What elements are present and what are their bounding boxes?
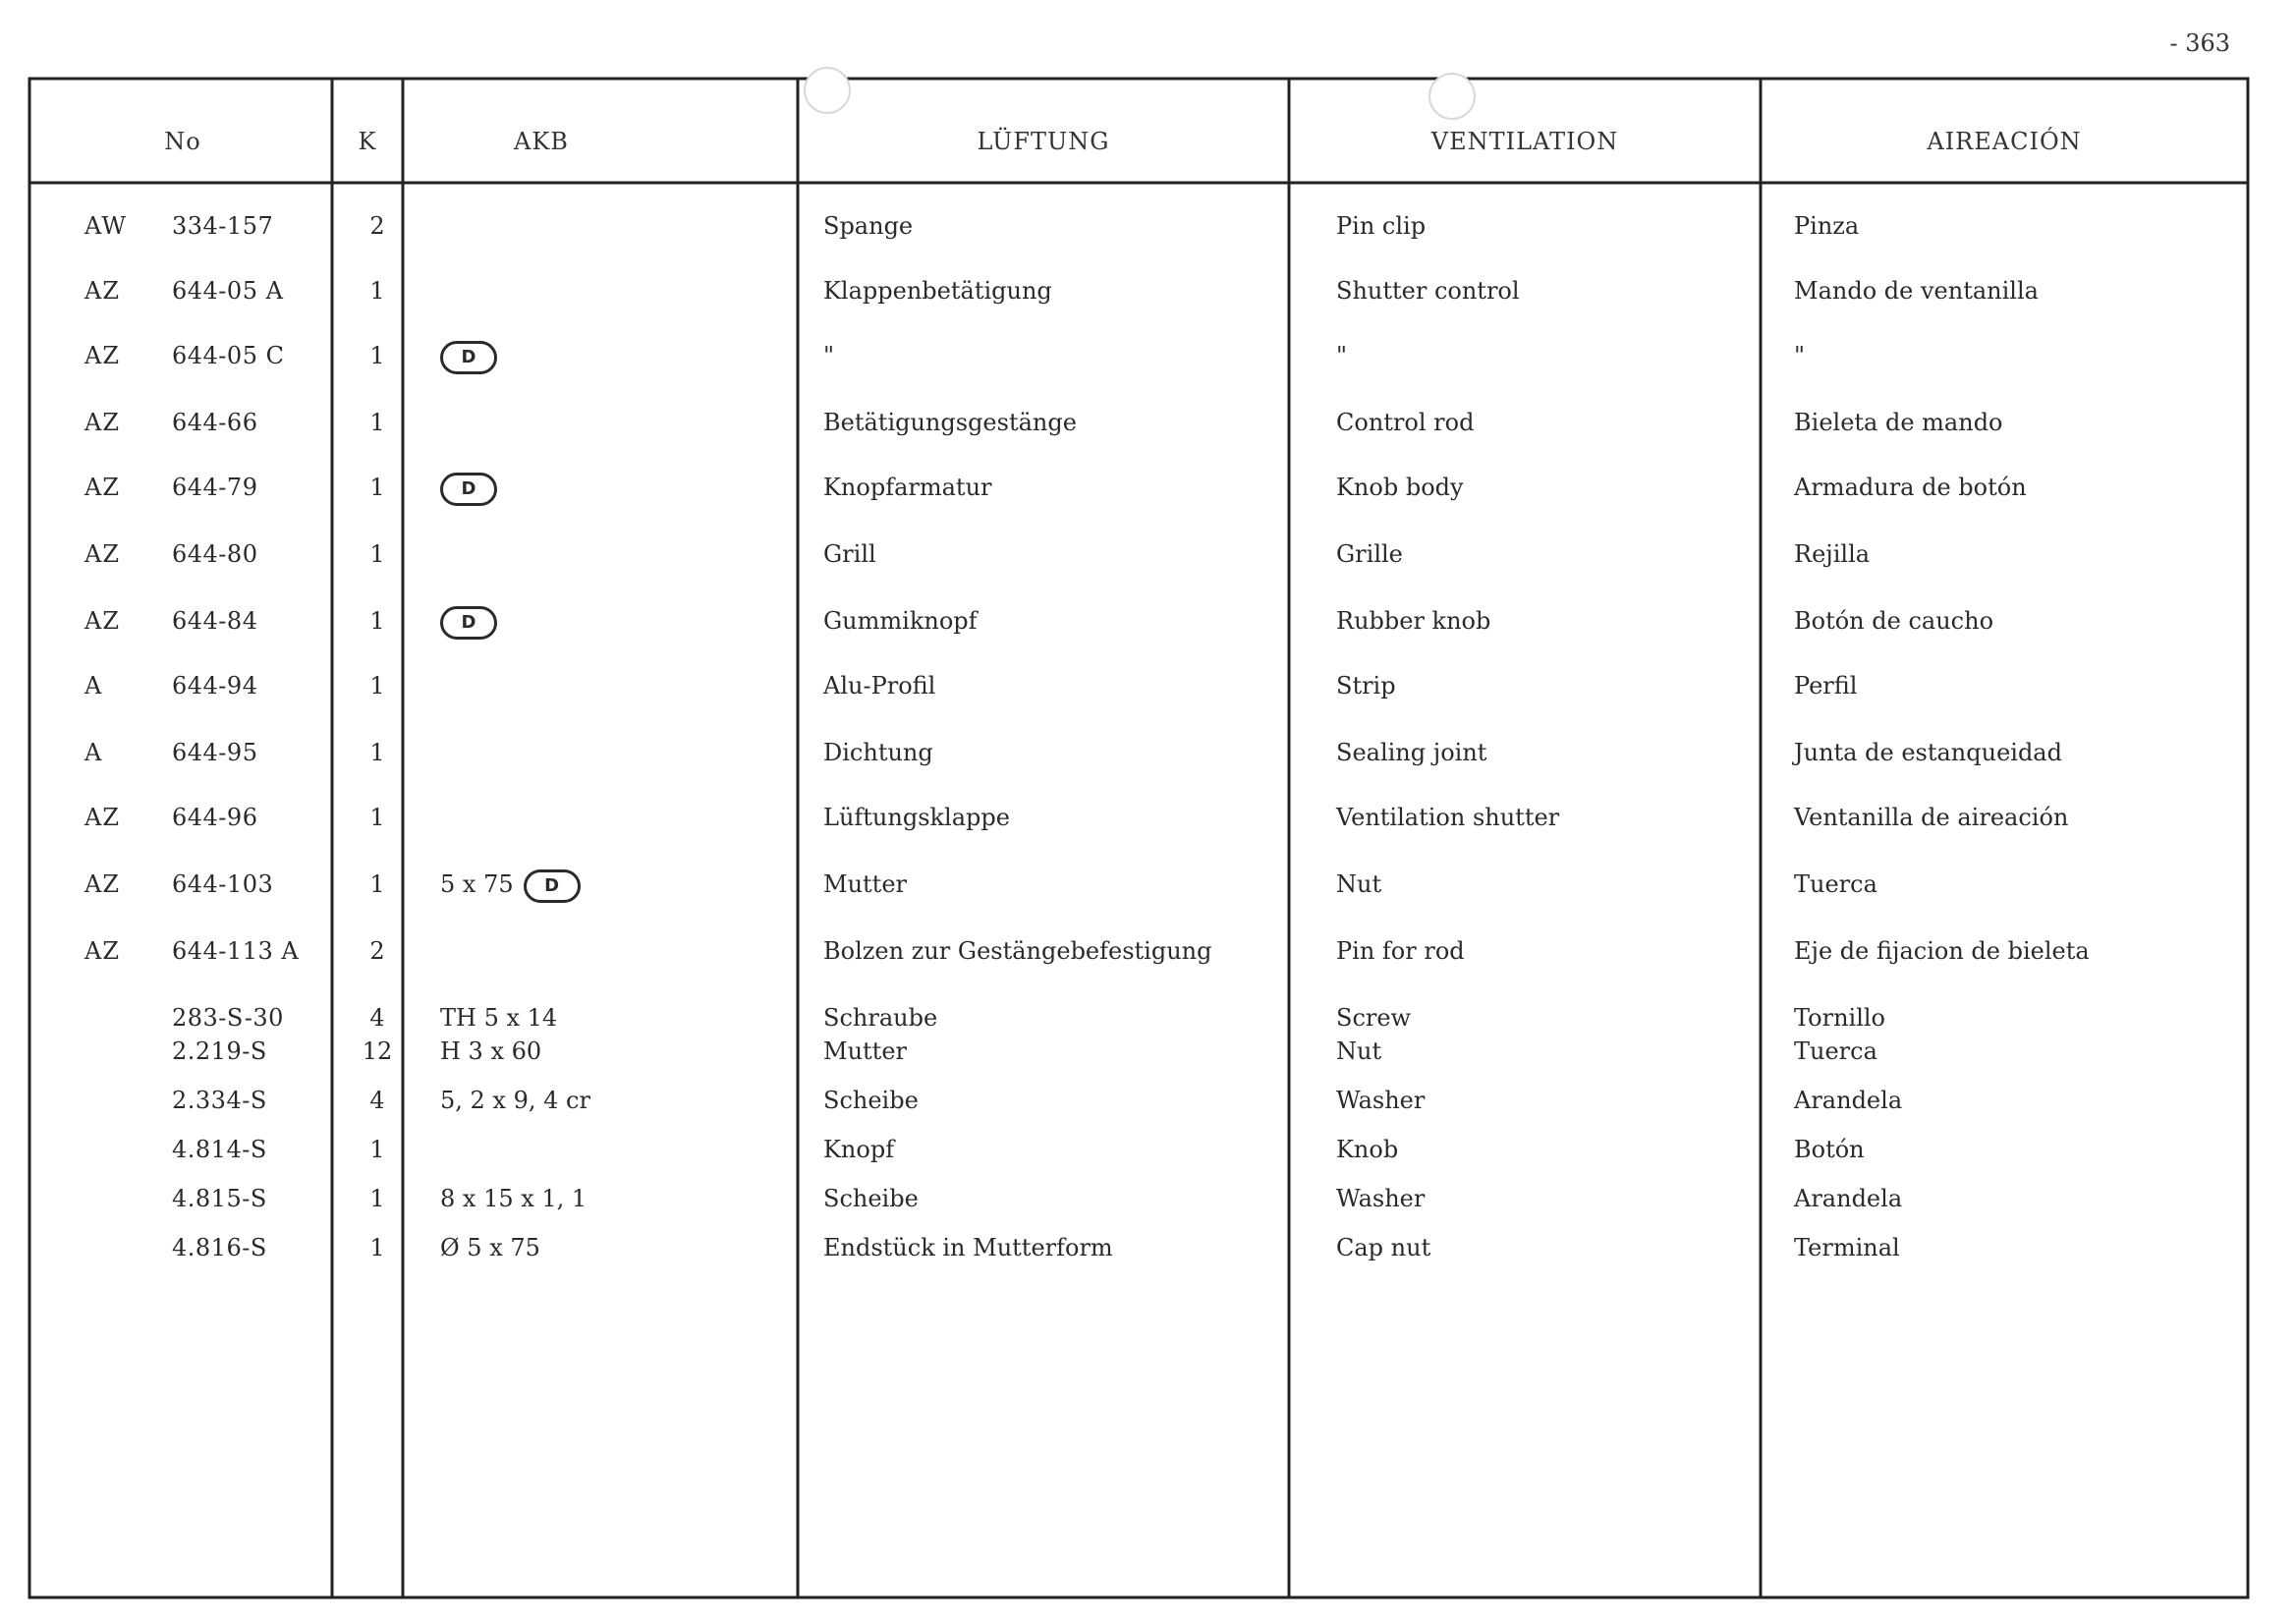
- description-es: Mando de ventanilla: [1794, 277, 2039, 305]
- quantity: 1: [369, 870, 385, 898]
- part-prefix: AZ: [84, 804, 121, 831]
- description-es: Botón de caucho: [1794, 607, 1994, 635]
- quantity: 1: [369, 474, 385, 501]
- part-prefix: AZ: [84, 937, 121, 965]
- part-number: 644-79: [172, 474, 258, 501]
- quantity: 1: [369, 409, 385, 436]
- part-prefix: AW: [84, 212, 128, 240]
- quantity: 1: [369, 342, 385, 369]
- akb-spec: H 3 x 60: [440, 1037, 542, 1065]
- akb-spec: TH 5 x 14: [440, 1004, 558, 1032]
- part-number: 4.814-S: [172, 1136, 267, 1163]
- description-de: Gummiknopf: [823, 607, 978, 635]
- quantity: 1: [369, 1136, 385, 1163]
- part-number: 2.219-S: [172, 1037, 267, 1065]
- description-es: Tornillo: [1794, 1004, 1885, 1032]
- part-number: 644-96: [172, 804, 258, 831]
- akb-spec: Ø 5 x 75: [440, 1234, 540, 1261]
- description-en: Strip: [1336, 672, 1396, 700]
- punch-hole-left: [804, 67, 851, 114]
- part-prefix: AZ: [84, 540, 121, 568]
- description-es: Tuerca: [1794, 870, 1877, 898]
- part-prefix: AZ: [84, 277, 121, 305]
- table-row: [0, 275, 2296, 314]
- table-row: [0, 1134, 2296, 1173]
- header-ventilation: VENTILATION: [1430, 128, 1619, 155]
- description-es: Botón: [1794, 1136, 1865, 1163]
- description-en: Shutter control: [1336, 277, 1520, 305]
- akb-spec: 8 x 15 x 1, 1: [440, 1185, 588, 1212]
- table-row: [0, 340, 2296, 379]
- quantity: 1: [369, 277, 385, 305]
- header-luftung: LÜFTUNG: [977, 128, 1110, 155]
- part-number: 4.815-S: [172, 1185, 267, 1212]
- description-es: Armadura de botón: [1794, 474, 2027, 501]
- quantity: 2: [369, 937, 385, 965]
- quantity: 4: [369, 1004, 385, 1032]
- table-row: [0, 407, 2296, 446]
- d-badge: D: [440, 606, 497, 640]
- table-row: [0, 210, 2296, 250]
- part-number: 2.334-S: [172, 1087, 267, 1114]
- description-es: Tuerca: [1794, 1037, 1877, 1065]
- description-es: Arandela: [1794, 1185, 1903, 1212]
- akb-spec: 5, 2 x 9, 4 cr: [440, 1087, 590, 1114]
- page-number: - 363: [2169, 29, 2230, 57]
- part-number: 644-94: [172, 672, 258, 700]
- part-number: 334-157: [172, 212, 274, 240]
- d-badge: D: [440, 473, 497, 506]
- description-de: Grill: [823, 540, 876, 568]
- description-en: Control rod: [1336, 409, 1475, 436]
- description-de: Mutter: [823, 1037, 907, 1065]
- header-akb: AKB: [514, 128, 569, 155]
- d-badge: D: [440, 341, 497, 374]
- table-row: [0, 1232, 2296, 1271]
- part-number: 283-S-30: [172, 1004, 284, 1032]
- header-aireacion: AIREACIÓN: [1927, 128, 2082, 155]
- part-number: 644-80: [172, 540, 258, 568]
- header-k: K: [358, 128, 377, 155]
- table-row: [0, 1036, 2296, 1075]
- description-es: Bieleta de mando: [1794, 409, 2003, 436]
- part-prefix: AZ: [84, 409, 121, 436]
- description-en: Cap nut: [1336, 1234, 1431, 1261]
- description-es: Junta de estanqueidad: [1794, 739, 2062, 766]
- description-de: Alu-Profil: [823, 672, 936, 700]
- description-en: Knob: [1336, 1136, 1399, 1163]
- description-de: Betätigungsgestänge: [823, 409, 1077, 436]
- part-prefix: AZ: [84, 607, 121, 635]
- part-prefix: AZ: [84, 870, 121, 898]
- table-row: [0, 605, 2296, 644]
- table-row: [0, 868, 2296, 908]
- akb-spec: [440, 605, 497, 640]
- description-en: ": [1336, 342, 1348, 369]
- quantity: 12: [362, 1037, 393, 1065]
- quantity: 1: [369, 1234, 385, 1261]
- part-prefix: AZ: [84, 342, 121, 369]
- akb-spec: [440, 472, 497, 506]
- description-de: Dichtung: [823, 739, 933, 766]
- table-row: [0, 1085, 2296, 1124]
- table-row: [0, 472, 2296, 511]
- description-en: Washer: [1336, 1185, 1426, 1212]
- description-es: Pinza: [1794, 212, 1860, 240]
- description-de: Bolzen zur Gestängebefestigung: [823, 937, 1212, 965]
- quantity: 2: [369, 212, 385, 240]
- table-row: [0, 670, 2296, 709]
- part-number: 644-113 A: [172, 937, 300, 965]
- header-no: No: [164, 128, 201, 155]
- description-es: Rejilla: [1794, 540, 1871, 568]
- description-de: Endstück in Mutterform: [823, 1234, 1113, 1261]
- description-en: Pin for rod: [1336, 937, 1465, 965]
- description-de: Schraube: [823, 1004, 938, 1032]
- description-de: Knopf: [823, 1136, 895, 1163]
- description-en: Sealing joint: [1336, 739, 1487, 766]
- quantity: 1: [369, 607, 385, 635]
- part-prefix: AZ: [84, 474, 121, 501]
- part-prefix: A: [84, 739, 103, 766]
- table-row: [0, 1183, 2296, 1222]
- description-de: Knopfarmatur: [823, 474, 992, 501]
- description-de: Klappenbetätigung: [823, 277, 1052, 305]
- part-number: 644-05 C: [172, 342, 285, 369]
- quantity: 1: [369, 1185, 385, 1212]
- description-es: Arandela: [1794, 1087, 1903, 1114]
- akb-spec: 5 x 75 D: [440, 868, 581, 903]
- akb-spec: [440, 340, 497, 374]
- description-en: Washer: [1336, 1087, 1426, 1114]
- description-de: Scheibe: [823, 1185, 919, 1212]
- description-de: Mutter: [823, 870, 907, 898]
- description-es: Eje de fijacion de bieleta: [1794, 937, 2090, 965]
- description-en: Rubber knob: [1336, 607, 1491, 635]
- description-de: Lüftungsklappe: [823, 804, 1010, 831]
- part-number: 644-95: [172, 739, 258, 766]
- part-number: 644-84: [172, 607, 258, 635]
- punch-hole-right: [1428, 73, 1476, 120]
- description-de: ": [823, 342, 835, 369]
- quantity: 1: [369, 672, 385, 700]
- quantity: 1: [369, 804, 385, 831]
- part-number: 644-05 A: [172, 277, 284, 305]
- table-row: [0, 802, 2296, 841]
- part-number: 4.816-S: [172, 1234, 267, 1261]
- description-es: Terminal: [1794, 1234, 1900, 1261]
- quantity: 1: [369, 739, 385, 766]
- quantity: 4: [369, 1087, 385, 1114]
- table-row: [0, 737, 2296, 776]
- d-badge: D: [524, 869, 581, 903]
- description-de: Spange: [823, 212, 914, 240]
- description-en: Nut: [1336, 1037, 1382, 1065]
- description-de: Scheibe: [823, 1087, 919, 1114]
- description-en: Ventilation shutter: [1336, 804, 1560, 831]
- table-row: [0, 935, 2296, 975]
- description-en: Pin clip: [1336, 212, 1427, 240]
- description-es: Ventanilla de aireación: [1794, 804, 2069, 831]
- quantity: 1: [369, 540, 385, 568]
- description-en: Nut: [1336, 870, 1382, 898]
- part-number: 644-103: [172, 870, 274, 898]
- description-en: Knob body: [1336, 474, 1464, 501]
- description-en: Screw: [1336, 1004, 1412, 1032]
- table-row: [0, 538, 2296, 578]
- description-es: ": [1794, 342, 1806, 369]
- part-number: 644-66: [172, 409, 258, 436]
- description-es: Perfil: [1794, 672, 1858, 700]
- description-en: Grille: [1336, 540, 1403, 568]
- part-prefix: A: [84, 672, 103, 700]
